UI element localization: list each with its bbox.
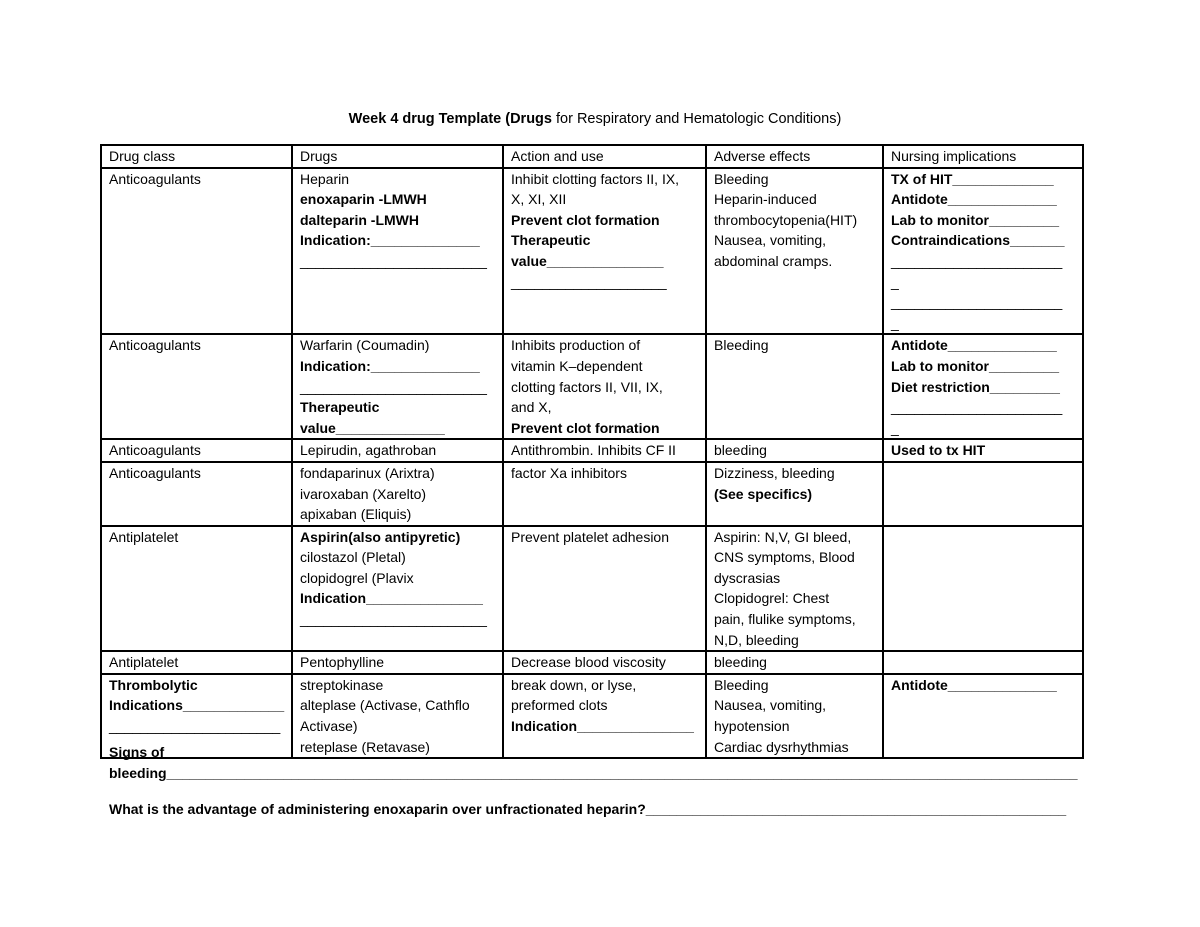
cell-adverse-effects <box>706 334 883 439</box>
cell-line: ____________________ <box>511 273 667 290</box>
cell-line: vitamin K–dependent <box>511 357 643 374</box>
cell-line: _ <box>891 273 899 290</box>
cell-line: factor Xa inhibitors <box>511 464 627 481</box>
cell-line: Anticoagulants <box>109 170 201 187</box>
cell-line: Prevent platelet adhesion <box>511 528 669 545</box>
cell-adverse-effects <box>706 439 883 462</box>
cell-line: N,D, bleeding <box>714 631 799 648</box>
cell-drug-class <box>101 651 292 674</box>
cell-drug-class <box>101 439 292 462</box>
header-drugs: Drugs <box>292 145 503 168</box>
cell-line: ______________________ <box>891 252 1063 269</box>
signs-of-bleeding <box>109 742 1078 784</box>
cell-line: Contraindications_______ <box>891 232 1065 249</box>
table-row <box>101 526 1083 652</box>
cell-line: value______________ <box>300 419 445 436</box>
cell-line: Decrease blood viscosity <box>511 654 666 671</box>
document-title <box>0 111 1190 127</box>
cell-line: break down, or lyse, <box>511 676 637 693</box>
cell-nursing-implications <box>883 168 1083 335</box>
cell-nursing-implications <box>883 651 1083 674</box>
cell-line: apixaban (Eliquis) <box>300 506 412 523</box>
cell-action-and-use <box>503 168 706 335</box>
cell-line: bleeding <box>714 442 767 459</box>
cell-line: Nausea, vomiting, <box>714 697 827 714</box>
cell-line: Anticoagulants <box>109 337 201 354</box>
cell-line: clotting factors II, VII, IX, <box>511 378 663 395</box>
cell-line: enoxaparin -LMWH <box>300 191 427 208</box>
cell-drug-class <box>101 526 292 652</box>
cell-line: Indication:______________ <box>300 357 480 374</box>
cell-line: Prevent clot formation <box>511 419 660 436</box>
cell-line: streptokinase <box>300 676 384 693</box>
cell-line: CNS symptoms, Blood <box>714 549 855 566</box>
cell-line: ________________________ <box>300 611 487 628</box>
cell-line: dalteparin -LMWH <box>300 211 419 228</box>
signs-label: Signs of <box>109 744 165 760</box>
cell-line: reteplase (Retavase) <box>300 738 430 755</box>
cell-line: Indication_______________ <box>511 718 694 735</box>
cell-line: Antidote______________ <box>891 676 1057 693</box>
cell-line: Bleeding <box>714 676 769 693</box>
cell-line: (See specifics) <box>714 485 813 502</box>
cell-line: X, XI, XII <box>511 191 567 208</box>
cell-drugs <box>292 651 503 674</box>
cell-line: Anticoagulants <box>109 464 201 481</box>
cell-line: Lab to monitor_________ <box>891 211 1060 228</box>
cell-line: Thrombolytic <box>109 676 198 693</box>
cell-line: Antiplatelet <box>109 654 179 671</box>
cell-nursing-implications <box>883 462 1083 526</box>
cell-line: Heparin <box>300 170 350 187</box>
cell-drug-class <box>101 462 292 526</box>
cell-nursing-implications <box>883 439 1083 462</box>
title-bold: Week 4 drug Template (Drugs <box>348 111 552 127</box>
cell-line: Indication:______________ <box>300 232 480 249</box>
cell-line: dyscrasias <box>714 569 781 586</box>
cell-adverse-effects <box>706 168 883 335</box>
cell-action-and-use <box>503 526 706 652</box>
cell-line: clopidogrel (Plavix <box>300 569 414 586</box>
cell-line: Anticoagulants <box>109 442 201 459</box>
cell-line: Clopidogrel: Chest <box>714 590 830 607</box>
cell-line: ______________________ <box>891 294 1063 311</box>
cell-line: thrombocytopenia(HIT) <box>714 211 858 228</box>
cell-line: Warfarin (Coumadin) <box>300 337 430 354</box>
title-rest: for Respiratory and Hematologic Conditions) <box>551 111 842 127</box>
cell-line: Lab to monitor_________ <box>891 357 1060 374</box>
cell-line: _ <box>891 314 899 331</box>
cell-line: Antiplatelet <box>109 528 179 545</box>
cell-line: ________________________ <box>300 378 487 395</box>
cell-nursing-implications <box>883 334 1083 439</box>
header-adverse-effects: Adverse effects <box>706 145 883 168</box>
table-row <box>101 168 1083 335</box>
cell-line: Heparin-induced <box>714 191 817 208</box>
cell-action-and-use <box>503 462 706 526</box>
drug-table <box>100 144 1084 759</box>
signs-blank: bleeding_____________________________________________________________________________________________________________________ <box>109 765 1078 781</box>
cell-line: abdominal cramps. <box>714 252 833 269</box>
cell-line: value_______________ <box>511 252 664 269</box>
cell-drug-class <box>101 168 292 335</box>
cell-line: Bleeding <box>714 337 769 354</box>
cell-line: Used to tx HIT <box>891 442 986 459</box>
table-row <box>101 462 1083 526</box>
cell-line: preformed clots <box>511 697 608 714</box>
cell-adverse-effects <box>706 462 883 526</box>
cell-action-and-use <box>503 439 706 462</box>
cell-line: alteplase (Activase, Cathflo <box>300 697 470 714</box>
cell-line: Therapeutic <box>300 399 380 416</box>
cell-line: ______________________ <box>891 399 1063 416</box>
cell-drugs <box>292 526 503 652</box>
cell-nursing-implications <box>883 526 1083 652</box>
cell-line: TX of HIT_____________ <box>891 170 1054 187</box>
cell-line: bleeding <box>714 654 767 671</box>
header-nursing-implications: Nursing implications <box>883 145 1083 168</box>
cell-line: hypotension <box>714 718 790 735</box>
cell-line: Therapeutic <box>511 232 591 249</box>
cell-line: Nausea, vomiting, <box>714 232 827 249</box>
cell-line: Dizziness, bleeding <box>714 464 835 481</box>
header-row <box>101 145 1083 168</box>
cell-line: _ <box>891 419 899 436</box>
cell-line: Aspirin(also antipyretic) <box>300 528 461 545</box>
cell-line: Cardiac dysrhythmias <box>714 738 849 755</box>
cell-line: Inhibit clotting factors II, IX, <box>511 170 680 187</box>
table-row <box>101 651 1083 674</box>
cell-line: pain, flulike symptoms, <box>714 611 856 628</box>
cell-line: Indication_______________ <box>300 590 483 607</box>
cell-line: cilostazol (Pletal) <box>300 549 406 566</box>
table-row <box>101 439 1083 462</box>
cell-line: Antithrombin. Inhibits CF II <box>511 442 676 459</box>
cell-line: ivaroxaban (Xarelto) <box>300 485 427 502</box>
header-action-and-use: Action and use <box>503 145 706 168</box>
cell-adverse-effects <box>706 651 883 674</box>
cell-line: Pentophylline <box>300 654 385 671</box>
cell-drugs <box>292 334 503 439</box>
cell-adverse-effects <box>706 526 883 652</box>
table-row <box>101 334 1083 439</box>
cell-line: Antidote______________ <box>891 337 1057 354</box>
cell-line: Activase) <box>300 718 358 735</box>
cell-line: Aspirin: N,V, GI bleed, <box>714 528 852 545</box>
cell-drug-class <box>101 334 292 439</box>
cell-line: fondaparinux (Arixtra) <box>300 464 435 481</box>
cell-line: Diet restriction_________ <box>891 378 1060 395</box>
enoxaparin-question: What is the advantage of administering enoxaparin over unfractionated heparin?______________________________________________________ <box>109 801 1067 817</box>
cell-action-and-use <box>503 334 706 439</box>
cell-line: Lepirudin, agathroban <box>300 442 437 459</box>
cell-drugs <box>292 168 503 335</box>
cell-line: Prevent clot formation <box>511 211 660 228</box>
cell-line: and X, <box>511 399 552 416</box>
header-drug-class: Drug class <box>101 145 292 168</box>
cell-drugs <box>292 439 503 462</box>
cell-line: Indications_____________ <box>109 697 285 714</box>
cell-line: Bleeding <box>714 170 769 187</box>
cell-line: ______________________ <box>109 718 281 735</box>
cell-action-and-use <box>503 651 706 674</box>
cell-drugs <box>292 462 503 526</box>
cell-line: ________________________ <box>300 252 487 269</box>
cell-line: Inhibits production of <box>511 337 641 354</box>
cell-line: Antidote______________ <box>891 191 1057 208</box>
